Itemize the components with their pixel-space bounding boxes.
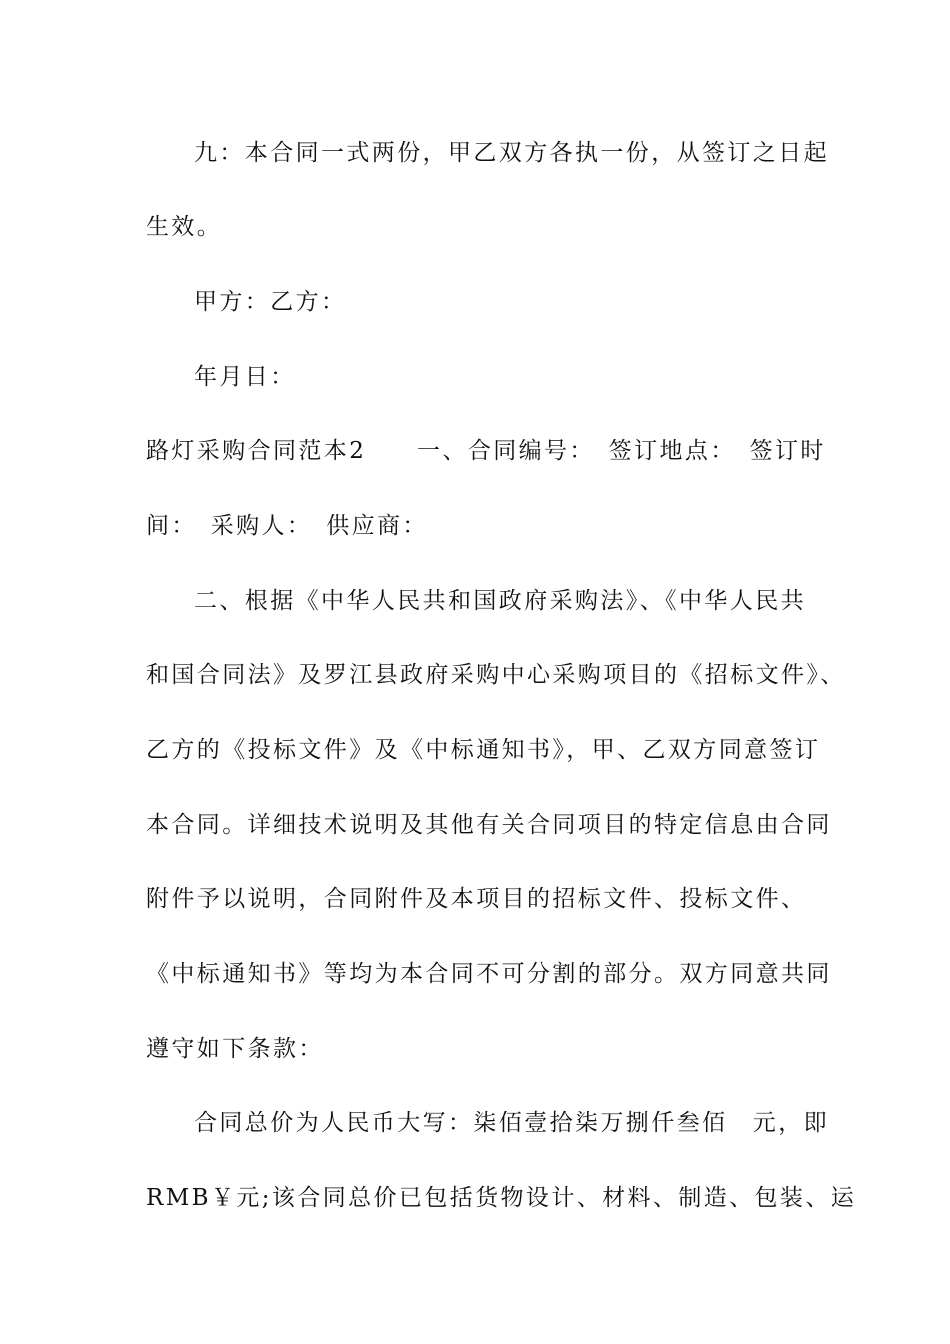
paragraph-line: RMB￥元;该合同总价已包括货物设计、材料、制造、包装、运: [146, 1185, 857, 1211]
paragraph-line: 九：本合同一式两份，甲乙双方各执一份，从签订之日起: [194, 140, 829, 166]
paragraph-line: 本合同。详细技术说明及其他有关合同项目的特定信息由合同: [146, 812, 832, 838]
paragraph-line: 《中标通知书》等均为本合同不可分割的部分。双方同意共同: [146, 961, 832, 987]
paragraph-line: 间： 采购人： 供应商：: [146, 513, 428, 539]
paragraph-line: 乙方的《投标文件》及《中标通知书》，甲、乙双方同意签订: [146, 737, 821, 763]
paragraph-line: 遵守如下条款：: [146, 1036, 324, 1062]
paragraph-line: 附件予以说明，合同附件及本项目的招标文件、投标文件、: [146, 886, 807, 912]
paragraph-line: 路灯采购合同范本2 一、合同编号： 签订地点： 签订时: [146, 438, 826, 464]
paragraph-line: 和国合同法》及罗江县政府采购中心采购项目的《招标文件》、: [146, 662, 846, 688]
paragraph-line: 甲方：乙方：: [194, 289, 347, 315]
paragraph-line: 生效。: [146, 214, 223, 240]
paragraph-line: 二、根据《中华人民共和国政府采购法》、《中华人民共: [194, 588, 806, 614]
paragraph-line: 合同总价为人民币大写：柒佰壹拾柒万捌仟叁佰 元，即: [194, 1110, 829, 1136]
paragraph-line: 年月日：: [194, 364, 296, 390]
